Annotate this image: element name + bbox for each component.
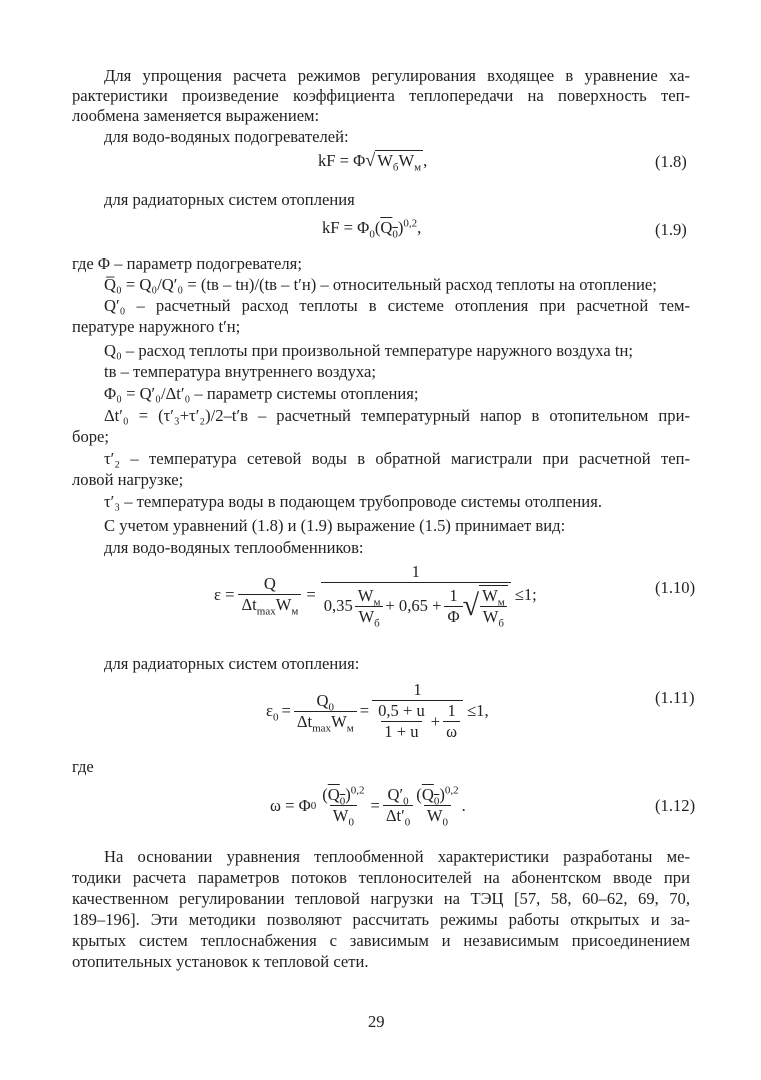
final-line-6: отопительных установок к тепловой сети. [72,952,369,971]
definition-q-design-2: пературе наружного t′н; [72,317,241,336]
label-radiator-systems-2: для радиаторных систем отопления: [104,654,360,673]
equation-1-8: kF = Φ√ $W_бW_м$ , [318,150,428,174]
definition-q0: Q₀ – расход теплоты при произвольной температуре наружного воздуха tн; [104,341,633,360]
label-water-heaters: для водо-водяных подогревателей: [104,127,349,146]
intro-line-3: лообмена заменяется выражением: [72,106,320,125]
intro-line-1: Для упрощения расчета режимов регулирования входящее в уравнение ха- [104,66,690,85]
definition-tau2-1: τ′₂ – температура сетевой воды в обратной магистрали при расчетной теп- [104,449,690,468]
equation-1-10: ε = $\frac{Q}{\Delta t_{max}W_м}$ = 1 0,35 $\frac{W_м}{W_б}$ + 0,65 + $\frac{1}{\Phi}$ √ $\frac{W_м}{W_б}$ ≤1; [214,562,537,630]
definition-dt0-2: боре; [72,427,110,446]
final-line-5: крытых систем теплоснабжения с зависимым и независимым присоединением [72,931,690,950]
equation-1-11: $\varepsilon_0$ = $\frac{Q_0}{\Delta t_{max}W_м}$ = 1 $\frac{0,5 + u}{1 + u}$ + $\frac{1}{\omega}$ ≤1, [266,680,489,741]
final-line-1: На основании уравнения теплообменной характеристики разработаны ме- [104,847,690,866]
equation-number-1-9: (1.9) [655,220,687,239]
final-line-4: 189–196]. Эти методики позволяют рассчитать режимы работы открытых и за- [72,910,690,929]
equation-number-1-11: (1.11) [655,688,695,707]
definition-q-design-1: Q′₀ – расчетный расход теплоты в системе отопления при расчетной тем- [104,296,690,315]
definition-tau2-2: ловой нагрузке; [72,470,184,489]
final-line-3: качественном регулировании тепловой нагрузки на ТЭЦ [57, 58, 60–62, 69, 70, [72,889,690,908]
definition-tv: tв – температура внутреннего воздуха; [104,362,376,381]
equation-number-1-10: (1.10) [655,578,696,597]
label-radiator-systems: для радиаторных систем отопления [104,190,355,209]
equation-number-1-12: (1.12) [655,796,696,815]
final-line-2: тодики расчета параметров потоков теплоносителей на абонентском вводе при [72,868,690,887]
label-water-exchangers: для водо-водяных теплообменников: [104,538,364,557]
definition-phi: где Φ – параметр подогревателя; [72,254,302,273]
definition-q-relative: Q̅₀ = Q₀/Q′₀ = (tв – tн)/(tв – t′н) – относительный расход теплоты на отопление; [104,275,657,294]
equation-1-12: ω = Φ 0 $\frac{(Q_0)^{0,2}}{W_0}$ = $\frac{Q'_0}{\Delta t'_0}$ $\frac{(Q_0)^{0,2}}{W_0}$ . [270,784,466,829]
equation-number-1-8: (1.8) [655,152,687,171]
definition-tau3: τ′₃ – температура воды в подающем трубопроводе системы отолпения. [104,492,602,511]
label-where: где [72,757,94,776]
equation-1-9: kF = $\Phi_0(Q_0)^{0,2}$, [322,217,422,241]
intro-line-2: рактеристики произведение коэффициента теплопередачи на поверхность теп- [72,86,690,105]
page-number: 29 [368,1012,385,1031]
transform-line: С учетом уравнений (1.8) и (1.9) выражение (1.5) принимает вид: [104,516,566,535]
definition-phi0: Φ₀ = Q′₀/Δt′₀ – параметр системы отопления; [104,384,419,403]
definition-dt0-1: Δt′₀ = (τ′₃+τ′₂)/2–t′в – расчетный температурный напор в отопительном при- [104,406,690,425]
